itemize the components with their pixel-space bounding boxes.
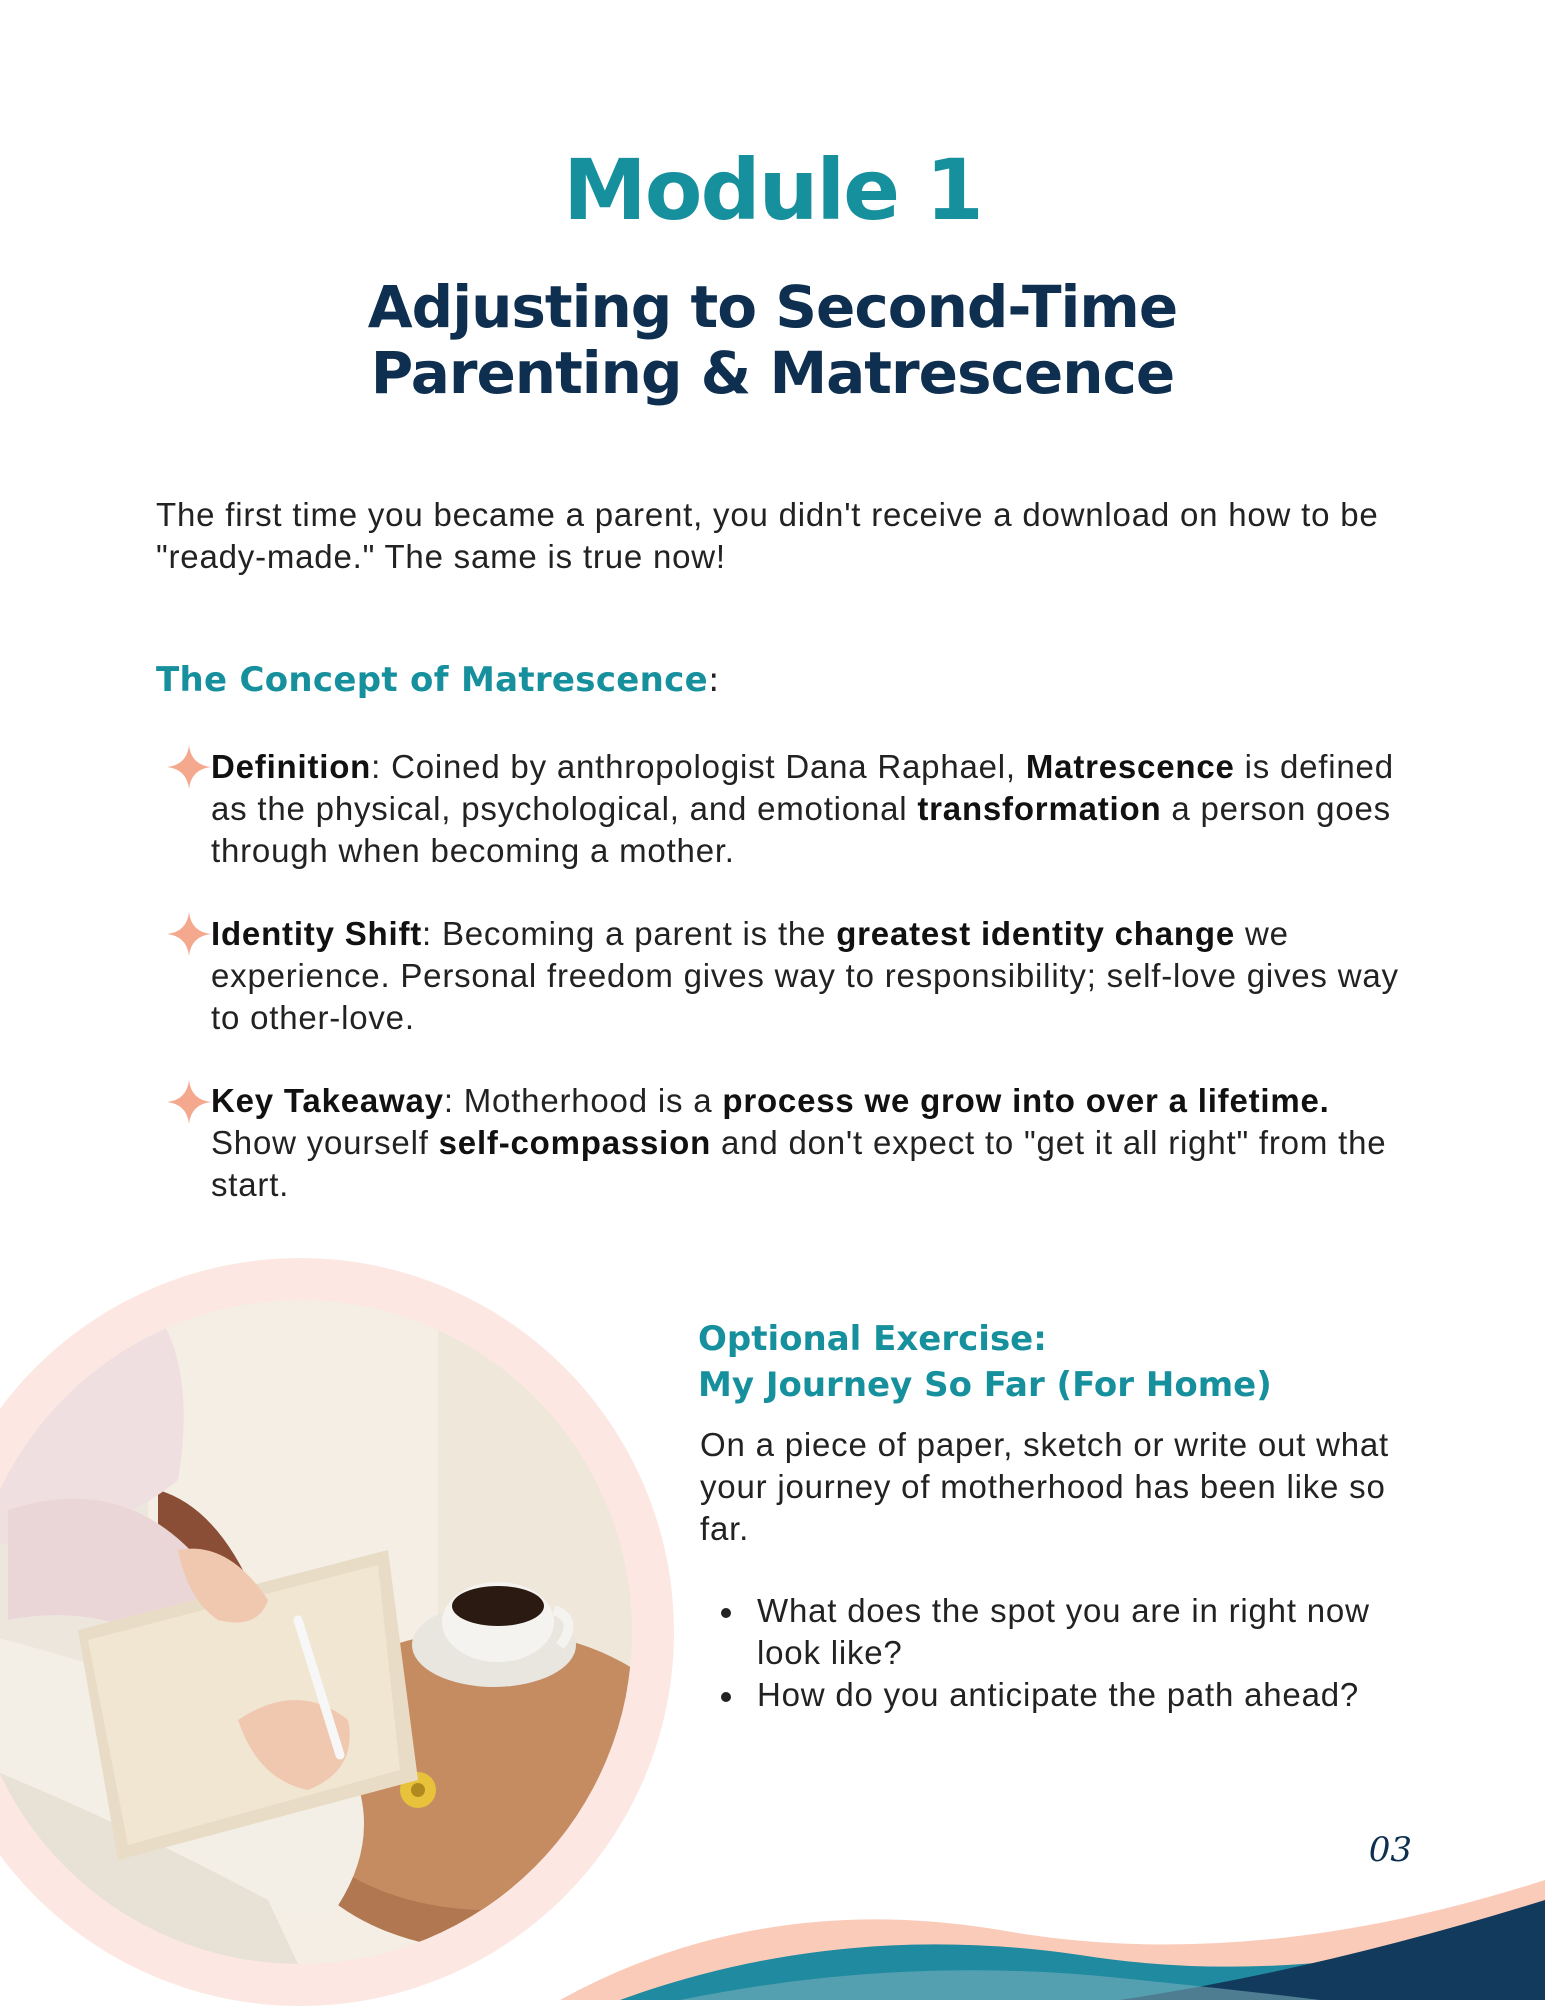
- list-item: How do you anticipate the path ahead?: [700, 1674, 1420, 1716]
- concept-heading: [156, 660, 720, 700]
- exercise-heading-line: Optional Exercise:: [698, 1319, 1047, 1359]
- page-number: 03: [1368, 1830, 1412, 1870]
- subtitle-line: Parenting & Matrescence: [370, 339, 1175, 407]
- concept-emphasis: greatest identity change: [836, 915, 1235, 952]
- concept-term: Definition: [211, 748, 372, 785]
- concept-text: a person goes through when becoming a mother.: [211, 790, 1391, 869]
- concept-term: Key Takeaway: [211, 1082, 444, 1119]
- concept-emphasis: process we grow into over a lifetime.: [722, 1082, 1330, 1119]
- concept-text: : Motherhood is a: [443, 1082, 723, 1119]
- concept-item-definition: [211, 746, 1411, 872]
- concept-item-identity-shift: [211, 913, 1411, 1039]
- sparkle-icon: [167, 912, 211, 956]
- decorative-waves: [0, 1860, 1545, 2000]
- exercise-text: On a piece of paper, sketch or write out what your journey of motherhood has been like so far.: [700, 1426, 1390, 1547]
- subtitle-line: Adjusting to Second-Time: [367, 273, 1178, 341]
- concept-item-key-takeaway: [211, 1080, 1411, 1206]
- module-title: Module 1: [563, 141, 982, 239]
- concept-emphasis: transformation: [917, 790, 1162, 827]
- intro-paragraph: The first time you became a parent, you didn't receive a download on how to be "ready-made." The same is true now!: [156, 496, 1379, 575]
- exercise-heading: [698, 1316, 1272, 1408]
- concept-emphasis: Matrescence: [1025, 748, 1235, 785]
- concept-text: is defined as the physical, psychological, and emotional: [211, 748, 1394, 827]
- concept-heading-text: The Concept of Matrescence: [156, 660, 708, 700]
- concept-text: and don't expect to "get it all right" from the start.: [211, 1124, 1387, 1203]
- concept-text: : Becoming a parent is the: [422, 915, 837, 952]
- module-subtitle: [0, 274, 1545, 406]
- concept-term: Identity Shift: [211, 915, 423, 952]
- exercise-bullet-list: [700, 1590, 1420, 1716]
- sparkle-icon: [167, 745, 211, 789]
- exercise-heading-line: My Journey So Far (For Home): [698, 1365, 1272, 1405]
- list-item: What does the spot you are in right now look like?: [700, 1590, 1420, 1674]
- concept-text: : Coined by anthropologist Dana Raphael,: [371, 748, 1026, 785]
- sparkle-icon: [167, 1080, 211, 1124]
- concept-heading-colon: :: [707, 660, 720, 700]
- concept-text: Show yourself: [211, 1124, 439, 1161]
- concept-text: we experience. Personal freedom gives way to responsibility; self-love gives way to other-love.: [211, 915, 1399, 1036]
- concept-emphasis: self-compassion: [438, 1124, 712, 1161]
